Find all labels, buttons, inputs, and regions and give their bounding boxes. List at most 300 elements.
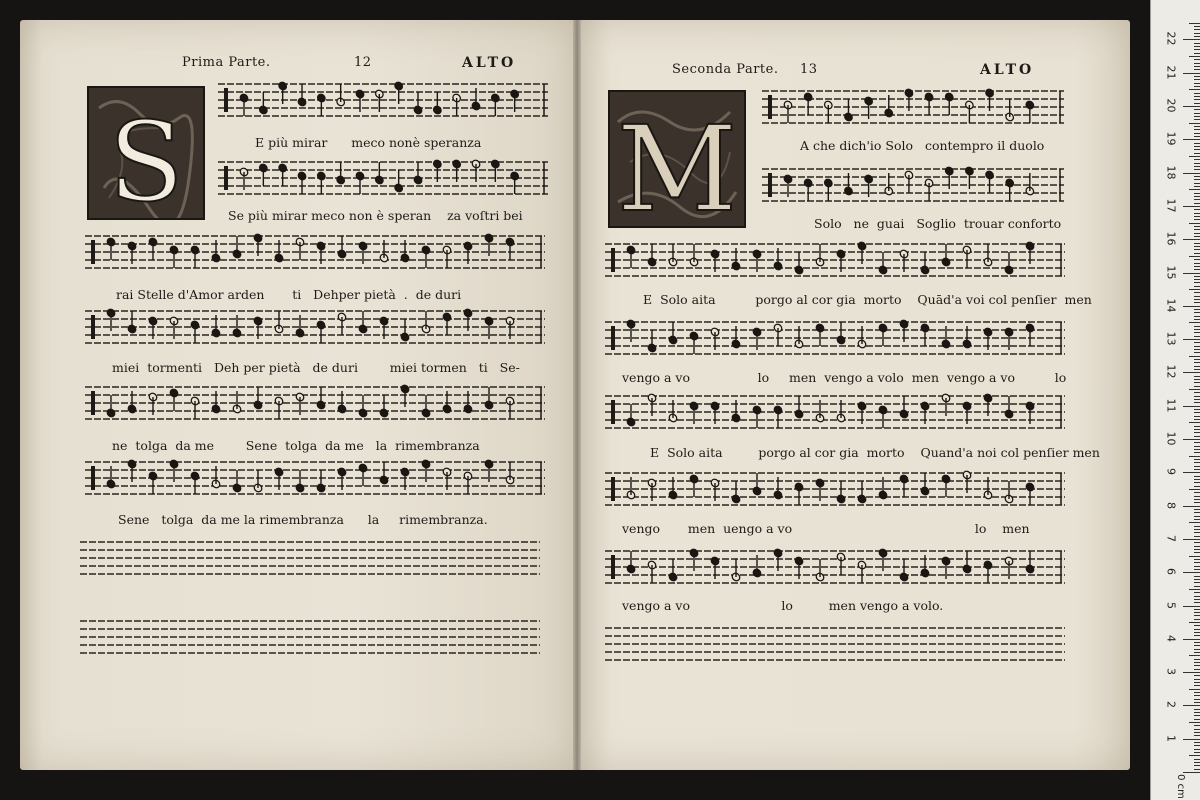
- ruler-tick: [1194, 153, 1200, 154]
- ruler-tick: [1194, 712, 1200, 713]
- ruler-tick: [1183, 705, 1200, 706]
- ruler-label: 21: [1164, 65, 1178, 80]
- ruler-tick: [1194, 179, 1200, 180]
- ruler-tick: [1194, 665, 1200, 666]
- note-head: [421, 311, 432, 334]
- lyric-line: Sene tolga da me la rimembranza la rimembranza.: [118, 512, 488, 527]
- lyric-line: E Solo aita porgo al cor gia morto Quād'a voi col penſier men: [643, 292, 1092, 307]
- ruler-tick: [1194, 586, 1200, 587]
- ruler-tick: [1194, 612, 1200, 613]
- ruler-label: 17: [1164, 198, 1178, 213]
- ruler-tick: [1194, 169, 1200, 170]
- note-head: [316, 171, 327, 194]
- ruler-tick: [1194, 725, 1200, 726]
- ruler-tick: [1194, 512, 1200, 513]
- ruler-tick: [1194, 299, 1200, 300]
- note-head: [794, 396, 805, 419]
- ruler-label: 4: [1164, 634, 1178, 642]
- note-head: [232, 236, 243, 259]
- ruler-tick: [1194, 662, 1200, 663]
- ruler-tick: [1194, 186, 1200, 187]
- ruler-tick: [1189, 23, 1200, 24]
- ruler-tick: [1194, 119, 1200, 120]
- ruler-tick: [1194, 332, 1200, 333]
- ruler-tick: [1194, 386, 1200, 387]
- ruler-label: 20: [1164, 98, 1178, 113]
- note-head: [823, 100, 834, 123]
- ruler-tick: [1194, 362, 1200, 363]
- note-head: [379, 395, 390, 418]
- ruler-tick: [1194, 63, 1200, 64]
- clef-mark: [768, 95, 772, 119]
- ruler-tick: [1194, 379, 1200, 380]
- ruler-tick: [1194, 719, 1200, 720]
- ruler-label: 2: [1164, 701, 1178, 709]
- ruler-tick: [1194, 745, 1200, 746]
- note-head: [815, 323, 826, 346]
- ruler-tick: [1194, 542, 1200, 543]
- note-head: [626, 404, 637, 427]
- ruler-tick: [1189, 655, 1200, 656]
- note-head: [148, 471, 159, 494]
- lyric-line: vengo a vo lo men vengo a volo men vengo a vo lo: [622, 370, 1067, 385]
- ruler-tick: [1189, 456, 1200, 457]
- ruler-tick: [1194, 582, 1200, 583]
- music-staff: [85, 458, 545, 498]
- note-head: [258, 92, 269, 115]
- ruler-tick: [1194, 143, 1200, 144]
- ruler-tick: [1194, 99, 1200, 100]
- ruler-tick: [1194, 149, 1200, 150]
- note-head: [823, 178, 834, 201]
- ruler-tick: [1194, 163, 1200, 164]
- ruler-tick: [1194, 316, 1200, 317]
- ruler-tick: [1194, 43, 1200, 44]
- ruler-tick: [1183, 73, 1200, 74]
- note-head: [400, 319, 411, 342]
- ruler-tick: [1194, 33, 1200, 34]
- ruler-tick: [1194, 376, 1200, 377]
- ruler-tick: [1194, 709, 1200, 710]
- ruler-tick: [1194, 269, 1200, 270]
- ruler-tick: [1194, 263, 1200, 264]
- ruler-tick: [1194, 742, 1200, 743]
- note-head: [297, 84, 308, 107]
- ruler-tick: [1194, 685, 1200, 686]
- ruler-tick: [1194, 176, 1200, 177]
- music-staff: [218, 158, 548, 198]
- note-head: [773, 405, 784, 428]
- ruler-tick: [1194, 569, 1200, 570]
- lyric-line: E più mirar meco nonè speranza: [255, 135, 482, 150]
- ruler-tick: [1194, 645, 1200, 646]
- note-head: [432, 92, 443, 115]
- clef-mark: [611, 477, 615, 501]
- note-head: [358, 463, 369, 486]
- note-head: [451, 93, 462, 116]
- ruler-tick: [1194, 196, 1200, 197]
- note-head: [924, 178, 935, 201]
- ruler-tick: [1194, 233, 1200, 234]
- ruler-tick: [1194, 592, 1200, 593]
- note-head: [857, 481, 868, 504]
- note-head: [920, 252, 931, 275]
- ruler-tick: [1194, 442, 1200, 443]
- ruler-tick: [1194, 236, 1200, 237]
- ruler-tick: [1189, 356, 1200, 357]
- ruler-tick: [1194, 459, 1200, 460]
- ruler-tick: [1194, 502, 1200, 503]
- ruler-tick: [1189, 123, 1200, 124]
- ruler-tick: [1189, 522, 1200, 523]
- ruler-tick: [1194, 292, 1200, 293]
- note-head: [274, 396, 285, 419]
- note-head: [626, 245, 637, 268]
- ruler-tick: [1194, 452, 1200, 453]
- note-head: [783, 100, 794, 123]
- ruler-tick: [1189, 755, 1200, 756]
- note-head: [983, 244, 994, 267]
- ruler-label: 18: [1164, 165, 1178, 180]
- note-head: [647, 330, 658, 353]
- ruler-tick: [1194, 499, 1200, 500]
- ruler-tick: [1194, 96, 1200, 97]
- ruler-label: 12: [1164, 364, 1178, 379]
- music-staff: [85, 383, 545, 423]
- note-head: [752, 473, 763, 496]
- note-head: [964, 100, 975, 123]
- note-head: [335, 162, 346, 185]
- note-head: [232, 470, 243, 493]
- ruler-tick: [1194, 496, 1200, 497]
- ruler-tick: [1183, 572, 1200, 573]
- lyric-line: A che dich'io Solo contempro il duolo: [800, 138, 1045, 153]
- music-staff: [85, 307, 545, 347]
- note-head: [253, 387, 264, 410]
- clef-mark: [611, 400, 615, 424]
- ruler-label: 16: [1164, 231, 1178, 246]
- note-head: [794, 482, 805, 505]
- ruler-tick: [1194, 715, 1200, 716]
- ruler-tick: [1194, 532, 1200, 533]
- note-head: [689, 331, 700, 354]
- ruler-tick: [1194, 226, 1200, 227]
- ruler-tick: [1194, 83, 1200, 84]
- note-head: [1004, 396, 1015, 419]
- note-head: [984, 170, 995, 193]
- ruler-tick: [1183, 339, 1200, 340]
- note-head: [1004, 481, 1015, 504]
- ruler-tick: [1183, 306, 1200, 307]
- ruler-tick: [1194, 282, 1200, 283]
- note-head: [355, 171, 366, 194]
- lyric-line: vengo men uengo a vo lo men: [622, 521, 1030, 536]
- music-staff: [762, 87, 1064, 127]
- ruler-tick: [1194, 659, 1200, 660]
- ruler-tick: [1194, 336, 1200, 337]
- ruler-tick: [1194, 253, 1200, 254]
- note-head: [689, 244, 700, 267]
- ruler-label: 15: [1164, 265, 1178, 279]
- ruler-tick: [1194, 66, 1200, 67]
- note-head: [983, 560, 994, 583]
- ruler-tick: [1194, 635, 1200, 636]
- left-part-label: Prima Parte.: [182, 55, 271, 70]
- clef-mark: [611, 326, 615, 350]
- note-head: [773, 323, 784, 346]
- ruler-tick: [1194, 649, 1200, 650]
- note-head: [297, 171, 308, 194]
- note-head: [731, 481, 742, 504]
- ruler-tick: [1194, 279, 1200, 280]
- ruler-tick: [1194, 579, 1200, 580]
- ruler-tick: [1189, 56, 1200, 57]
- note-head: [505, 396, 516, 419]
- right-voice-label: ALTO: [980, 62, 1035, 78]
- ruler-tick: [1194, 752, 1200, 753]
- music-staff: [605, 469, 1065, 509]
- ruler-tick: [1194, 519, 1200, 520]
- clef-mark: [611, 555, 615, 579]
- ruler-tick: [1194, 599, 1200, 600]
- ruler-tick: [1189, 556, 1200, 557]
- note-head: [190, 396, 201, 419]
- note-head: [668, 322, 679, 345]
- ruler-tick: [1189, 322, 1200, 323]
- note-head: [253, 470, 264, 493]
- note-head: [731, 559, 742, 582]
- ruler-tick: [1183, 639, 1200, 640]
- ruler-tick: [1194, 266, 1200, 267]
- note-head: [169, 245, 180, 268]
- ruler-tick: [1194, 652, 1200, 653]
- ruler-tick: [1194, 213, 1200, 214]
- ruler-tick: [1194, 49, 1200, 50]
- ruler-tick: [1189, 422, 1200, 423]
- ruler-tick: [1194, 46, 1200, 47]
- ruler-tick: [1194, 79, 1200, 80]
- ruler-tick: [1194, 416, 1200, 417]
- ruler-tick: [1194, 246, 1200, 247]
- note-head: [505, 237, 516, 260]
- ruler-tick: [1194, 632, 1200, 633]
- ruler-label: 5: [1164, 601, 1178, 609]
- ruler-label: 8: [1164, 501, 1178, 509]
- ruler-tick: [1194, 302, 1200, 303]
- ruler-label: 14: [1164, 298, 1178, 313]
- ruler-tick: [1194, 86, 1200, 87]
- ruler-tick: [1194, 133, 1200, 134]
- ruler-tick: [1183, 539, 1200, 540]
- ruler-tick: [1183, 772, 1200, 773]
- ruler-tick: [1194, 346, 1200, 347]
- note-head: [899, 474, 910, 497]
- note-head: [1004, 99, 1015, 122]
- ruler-tick: [1194, 549, 1200, 550]
- ruler-tick: [1194, 146, 1200, 147]
- note-head: [647, 560, 658, 583]
- ruler-tick: [1194, 382, 1200, 383]
- note-head: [1025, 482, 1036, 505]
- note-head: [878, 252, 889, 275]
- ruler-tick: [1194, 529, 1200, 530]
- ruler-tick: [1194, 629, 1200, 630]
- ruler-tick: [1194, 349, 1200, 350]
- ruler-tick: [1189, 389, 1200, 390]
- clef-mark: [91, 391, 95, 415]
- ruler-tick: [1194, 329, 1200, 330]
- ruler-tick: [1194, 669, 1200, 670]
- music-staff: [218, 80, 548, 120]
- ruler-tick: [1194, 93, 1200, 94]
- ruler-tick: [1194, 615, 1200, 616]
- ruler-tick: [1194, 369, 1200, 370]
- note-head: [752, 405, 763, 428]
- note-head: [1025, 323, 1036, 346]
- note-head: [106, 395, 117, 418]
- note-head: [432, 159, 443, 182]
- ruler-tick: [1183, 372, 1200, 373]
- ruler-tick: [1194, 286, 1200, 287]
- ruler-tick: [1194, 76, 1200, 77]
- note-head: [836, 552, 847, 575]
- note-head: [1025, 100, 1036, 123]
- ruler-tick: [1194, 536, 1200, 537]
- note-head: [924, 92, 935, 115]
- ruler-tick: [1194, 509, 1200, 510]
- empty-staff: [80, 617, 540, 657]
- ruler-tick: [1194, 749, 1200, 750]
- note-head: [442, 245, 453, 268]
- ruler-tick: [1194, 702, 1200, 703]
- ruler-tick: [1194, 69, 1200, 70]
- ruler-tick: [1194, 319, 1200, 320]
- ruler-tick: [1189, 256, 1200, 257]
- ruler-tick: [1194, 625, 1200, 626]
- note-head: [277, 163, 288, 186]
- note-head: [941, 474, 952, 497]
- ruler-tick: [1194, 309, 1200, 310]
- ruler-tick: [1194, 729, 1200, 730]
- ruler-tick: [1183, 39, 1200, 40]
- note-head: [1025, 551, 1036, 574]
- note-head: [857, 560, 868, 583]
- ruler-tick: [1194, 596, 1200, 597]
- ruler-tick: [1194, 692, 1200, 693]
- ruler-tick: [1183, 406, 1200, 407]
- ruler-tick: [1194, 466, 1200, 467]
- note-head: [335, 84, 346, 107]
- initial-letter-s: S: [108, 98, 184, 218]
- note-head: [490, 93, 501, 116]
- note-head: [904, 170, 915, 193]
- note-head: [258, 163, 269, 186]
- ruler-tick: [1194, 682, 1200, 683]
- ruler-tick: [1194, 449, 1200, 450]
- ruler-tick: [1194, 432, 1200, 433]
- note-head: [358, 311, 369, 334]
- ruler-tick: [1194, 199, 1200, 200]
- note-head: [647, 244, 658, 267]
- note-head: [442, 312, 453, 335]
- ruler-tick: [1194, 482, 1200, 483]
- ruler-tick: [1194, 399, 1200, 400]
- clef-mark: [91, 315, 95, 339]
- ruler-tick: [1194, 609, 1200, 610]
- ruler-tick: [1194, 126, 1200, 127]
- note-head: [836, 481, 847, 504]
- ruler-label: 11: [1164, 398, 1178, 413]
- note-head: [106, 237, 117, 260]
- ruler-tick: [1189, 89, 1200, 90]
- note-head: [899, 396, 910, 419]
- ruler-tick: [1194, 203, 1200, 204]
- clef-mark: [611, 248, 615, 272]
- ruler-tick: [1194, 296, 1200, 297]
- note-head: [358, 395, 369, 418]
- ruler-tick: [1183, 472, 1200, 473]
- note-head: [878, 323, 889, 346]
- note-head: [169, 388, 180, 411]
- ruler-tick: [1194, 159, 1200, 160]
- note-head: [316, 320, 327, 343]
- note-head: [815, 244, 826, 267]
- ruler-tick: [1194, 59, 1200, 60]
- book-gutter: [573, 20, 581, 770]
- note-head: [316, 93, 327, 116]
- ruler-tick: [1194, 462, 1200, 463]
- note-head: [962, 245, 973, 268]
- note-head: [190, 471, 201, 494]
- ruler-tick: [1194, 136, 1200, 137]
- ruler-tick: [1194, 412, 1200, 413]
- ruler-tick: [1194, 566, 1200, 567]
- note-head: [379, 462, 390, 485]
- ruler-tick: [1194, 602, 1200, 603]
- note-head: [1004, 252, 1015, 275]
- ruler-tick: [1183, 206, 1200, 207]
- ruler-tick: [1194, 183, 1200, 184]
- music-staff: [605, 547, 1065, 587]
- ruler-label: 9: [1164, 468, 1178, 476]
- ruler-tick: [1194, 765, 1200, 766]
- note-head: [421, 395, 432, 418]
- ruler-tick: [1194, 26, 1200, 27]
- left-page-number: 12: [354, 55, 372, 70]
- note-head: [689, 474, 700, 497]
- note-head: [509, 171, 520, 194]
- ruler-tick: [1194, 109, 1200, 110]
- ruler-tick: [1194, 426, 1200, 427]
- ruler-tick: [1189, 189, 1200, 190]
- ruler-tick: [1194, 446, 1200, 447]
- note-head: [393, 170, 404, 193]
- ruler-tick: [1194, 429, 1200, 430]
- ruler-label: 10: [1164, 431, 1178, 446]
- ruler-tick: [1194, 276, 1200, 277]
- ruler-tick: [1194, 103, 1200, 104]
- ruler-tick: [1189, 722, 1200, 723]
- ruler-tick: [1194, 476, 1200, 477]
- ruler-unit-label: 0 cm: [1175, 774, 1187, 799]
- initial-letter-m: M: [616, 100, 738, 226]
- ruler-label: 19: [1164, 131, 1178, 146]
- ruler-tick: [1194, 642, 1200, 643]
- clef-mark: [224, 166, 228, 190]
- ruler-label: 3: [1164, 668, 1178, 676]
- note-head: [295, 470, 306, 493]
- lyric-line: vengo a vo lo men vengo a volo.: [622, 598, 944, 613]
